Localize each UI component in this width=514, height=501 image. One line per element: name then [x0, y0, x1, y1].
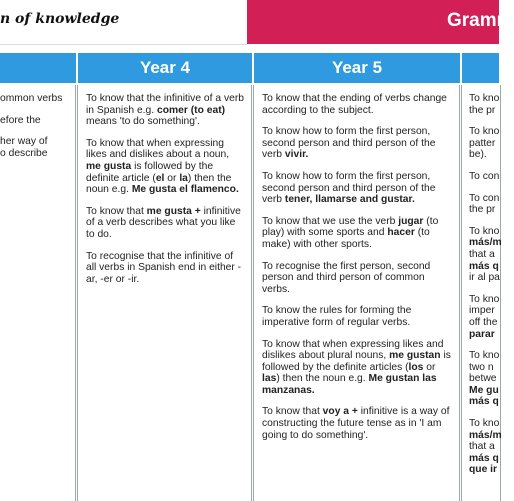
column-header-year4 [78, 53, 252, 83]
knowledge-statement: To know that the ending of verbs change according to the subject. [262, 93, 447, 116]
knowledge-statement: To recognise that the infinitive of all verbs in Spanish end in either -ar, -er or -ir. [86, 250, 242, 285]
year6-column [461, 85, 501, 501]
knowledge-statement: ommon verbs [0, 93, 63, 104]
top-banner [0, 0, 514, 44]
knowledge-statement: To know that the infinitive of a verb in Spanish e.g. comer (to eat) means 'to do something'. [86, 93, 244, 128]
knowledge-statement: To know that when expressing likes and dislikes about plural nouns, me gustan is followed by the definite articles (los or las) then the noun e.g. Me gustan las manzanas. [262, 338, 451, 396]
column-header-year5 [254, 53, 460, 83]
knowledge-statement: To know how to form the first person, second person and third person of the verb tener, llamarse and gustar. [262, 170, 436, 206]
knowledge-statement: To recognise the first person, second person and third person of common verbs. [262, 260, 431, 295]
year3-column [0, 85, 76, 501]
year-header-row [0, 53, 499, 83]
knowledge-statement: To kno más/m that a más q que ir [469, 418, 502, 476]
year5-column [253, 85, 460, 501]
knowledge-statement: To kno imper off the parar [469, 293, 500, 340]
knowledge-statement: To con [469, 170, 500, 182]
column-header-label: Year 4 [139, 58, 191, 77]
knowledge-statement: To know how to form the first person, second person and third person of the verb vivir. [262, 126, 436, 161]
knowledge-statement: To know the rules for forming the imperative form of regular verbs. [262, 305, 412, 328]
column-header-label: Year 5 [331, 58, 383, 77]
knowledge-statement: To know that me gusta + infinitive of a verb describes what you like to do. [86, 205, 241, 240]
knowledge-statement: her way of o describe [0, 136, 48, 159]
knowledge-statement: To con the pr [469, 192, 500, 216]
column-header-year6 [462, 53, 499, 83]
knowledge-statement: To kno patter be). [469, 126, 500, 161]
year4-column [77, 85, 252, 501]
knowledge-statement: To know that when expressing likes and dislikes about a noun, me gusta is followed by the definite article (el or la) then the noun e.g. Me gusta el flamenco. [86, 137, 239, 196]
knowledge-statement: To know that voy a + infinitive is a way of constructing the future tense as in 'I am going to do something'. [262, 406, 450, 441]
knowledge-statement: To kno the pr [469, 93, 500, 116]
knowledge-statement: To kno más/m that a más q ir al pa [469, 225, 502, 284]
knowledge-statement: To kno two n betwe Me gu más q [469, 350, 500, 408]
grammar-title-bar [247, 0, 514, 44]
knowledge-title: n of knowledge [0, 11, 120, 27]
knowledge-statement: efore the [0, 114, 41, 126]
knowledge-title-bar [0, 0, 247, 45]
grammar-title: Gramm [447, 10, 514, 31]
column-header-year3 [0, 53, 76, 83]
knowledge-statement: To know that we use the verb jugar (to play) with some sports and hacer (to make) with other sports. [262, 215, 439, 250]
